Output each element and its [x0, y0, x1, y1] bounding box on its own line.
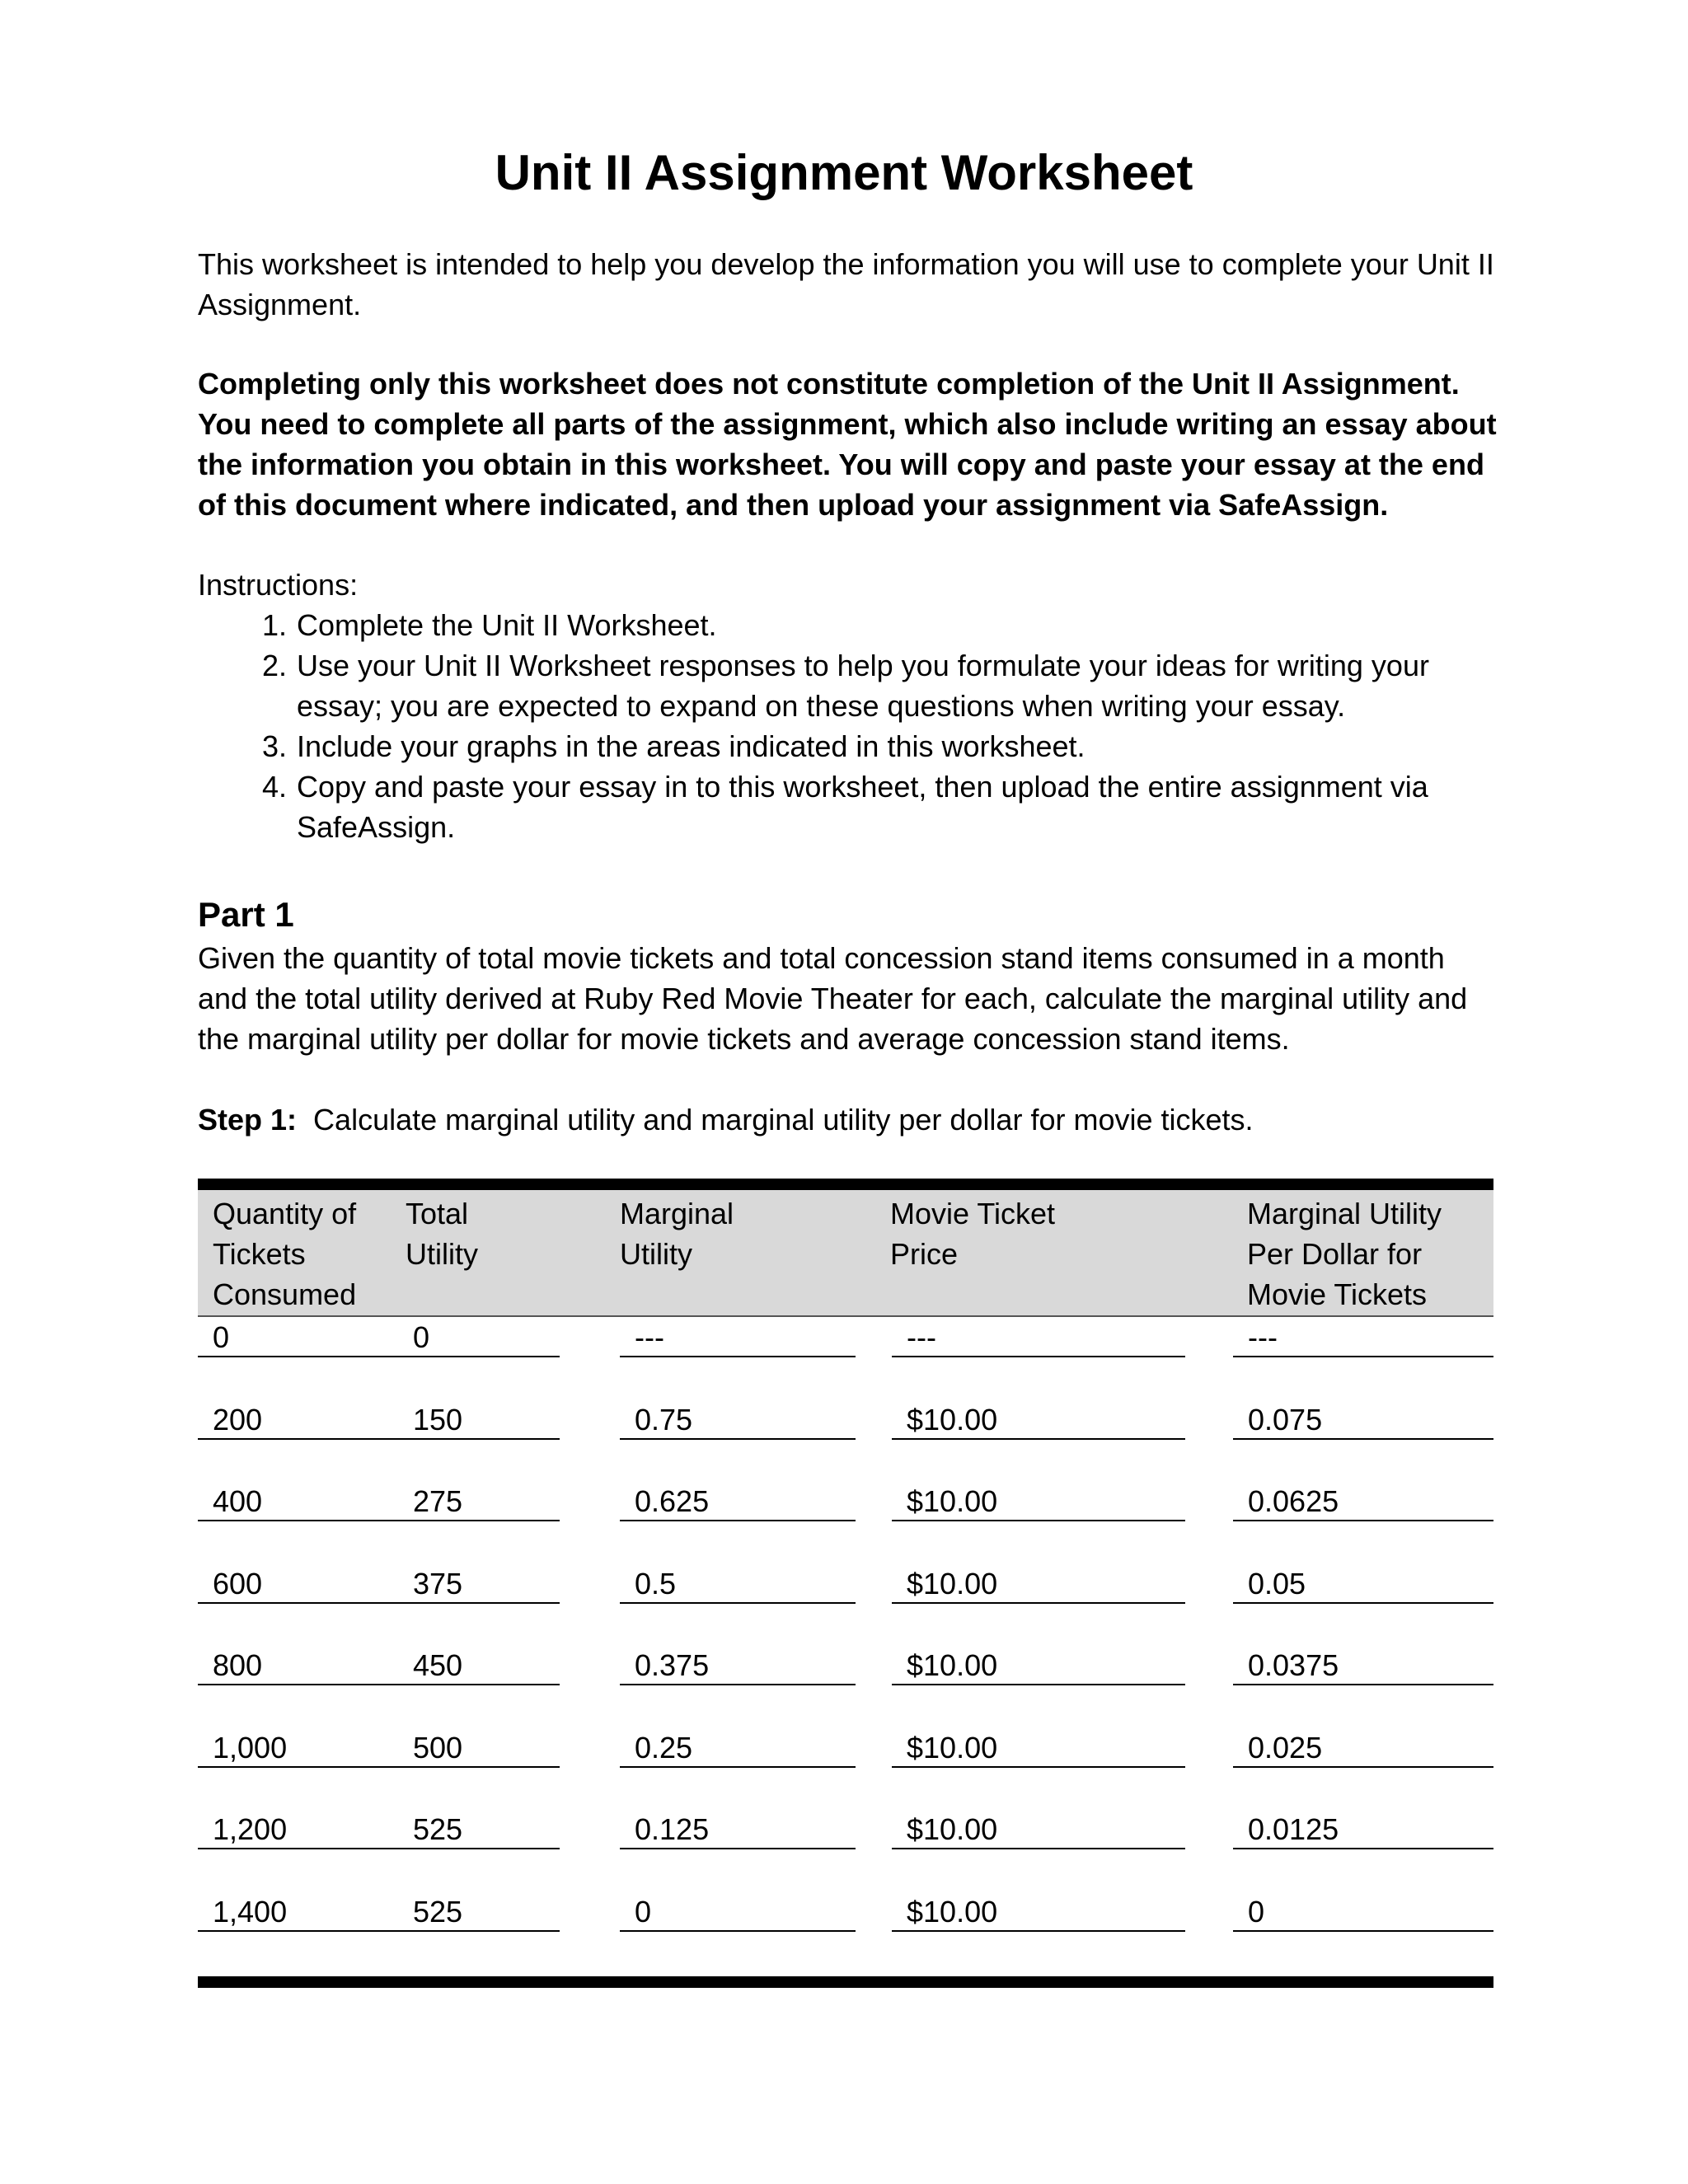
- cell-ticket-price: $10.00: [892, 1727, 1185, 1768]
- intro-paragraph: This worksheet is intended to help you develop the information you will use to complete your Unit II Assignment.: [198, 247, 1494, 321]
- cell-quantity-value: 800: [213, 1648, 263, 1682]
- header-mu-per-dollar: [1247, 1193, 1442, 1315]
- cell-ticket-price: $10.00: [892, 1645, 1185, 1685]
- instructions-list: [198, 605, 1500, 847]
- cell-quantity-value: 200: [213, 1403, 263, 1436]
- header-line: Consumed: [213, 1277, 357, 1311]
- step-1-label: Step 1:: [198, 1103, 298, 1137]
- header-line: Utility: [406, 1237, 478, 1271]
- instruction-number: 1.: [261, 608, 287, 642]
- instruction-item: [198, 605, 1500, 645]
- instruction-text: Copy and paste your essay in to this worksheet, then upload the entire assignment via SafeAssign.: [297, 770, 1428, 844]
- cell-mu-per-dollar: 0.05: [1233, 1563, 1493, 1604]
- cell-quantity-value: 1,200: [213, 1812, 288, 1846]
- part-1-title: Part 1: [198, 895, 294, 934]
- cell-marginal-utility: 0.5: [620, 1563, 856, 1604]
- header-line: Utility: [620, 1237, 692, 1271]
- cell-mu-per-dollar: 0.0625: [1233, 1481, 1493, 1521]
- cell-total-utility: 0: [413, 1320, 430, 1354]
- cell-quantity-value: 1,000: [213, 1731, 288, 1765]
- table-top-rule: [198, 1179, 1493, 1190]
- instruction-item: [198, 726, 1500, 766]
- cell-mu-per-dollar: 0: [1233, 1891, 1493, 1932]
- cell-quantity-value: 0: [213, 1320, 230, 1354]
- instruction-text: Use your Unit II Worksheet responses to help you formulate your ideas for writing your essay; you are expected to expand on these questions when writing your essay.: [297, 649, 1429, 723]
- header-marginal-utility: [620, 1193, 734, 1274]
- cell-marginal-utility: 0.125: [620, 1809, 856, 1849]
- cell-marginal-utility: 0.75: [620, 1399, 856, 1440]
- cell-quantity-value: 1,400: [213, 1895, 288, 1929]
- instruction-text: Complete the Unit II Worksheet.: [297, 608, 717, 642]
- cell-marginal-utility: 0: [620, 1891, 856, 1932]
- header-line: Price: [890, 1237, 959, 1271]
- cell-total-utility: 375: [413, 1567, 463, 1601]
- cell-mu-per-dollar: 0.025: [1233, 1727, 1493, 1768]
- cell-marginal-utility: ---: [620, 1317, 856, 1357]
- instruction-number: 2.: [261, 649, 287, 682]
- cell-ticket-price: $10.00: [892, 1399, 1185, 1440]
- step-1-text: Calculate marginal utility and marginal utility per dollar for movie tickets.: [313, 1103, 1254, 1137]
- cell-total-utility: 150: [413, 1403, 463, 1436]
- cell-quantity-value: 600: [213, 1567, 263, 1601]
- header-ticket-price: [890, 1193, 1055, 1274]
- cell-marginal-utility: 0.25: [620, 1727, 856, 1768]
- cell-total-utility: 525: [413, 1812, 463, 1846]
- instruction-item: [198, 645, 1500, 726]
- page-title: Unit II Assignment Worksheet: [495, 145, 1193, 200]
- instruction-item: [198, 766, 1500, 847]
- header-line: Marginal: [620, 1197, 734, 1230]
- instruction-text: Include your graphs in the areas indicated in this worksheet.: [297, 729, 1085, 763]
- cell-mu-per-dollar: 0.075: [1233, 1399, 1493, 1440]
- header-line: Quantity of: [213, 1197, 357, 1230]
- header-line: Total: [406, 1197, 469, 1230]
- step-1-instruction: [198, 1099, 1500, 1140]
- header-line: Movie Tickets: [1247, 1277, 1428, 1311]
- cell-mu-per-dollar: 0.0375: [1233, 1645, 1493, 1685]
- completion-note: Completing only this worksheet does not constitute completion of the Unit II Assignment. You need to complete all parts of the assignment, which also include writing an essay about the information you obtain in this worksheet. You will copy and paste your essay at the end of this document where indicated, and then upload your assignment via SafeAssign.: [198, 367, 1497, 522]
- cell-mu-per-dollar: 0.0125: [1233, 1809, 1493, 1849]
- cell-mu-per-dollar: ---: [1233, 1317, 1493, 1357]
- header-quantity: [213, 1193, 356, 1315]
- cell-ticket-price: ---: [892, 1317, 1185, 1357]
- header-line: Movie Ticket: [890, 1197, 1056, 1230]
- instruction-number: 3.: [261, 729, 287, 763]
- cell-ticket-price: $10.00: [892, 1809, 1185, 1849]
- cell-total-utility: 275: [413, 1484, 463, 1518]
- part-1-description: Given the quantity of total movie tickets and total concession stand items consumed in a month and the total utility derived at Ruby Red Movie Theater for each, calculate the marginal utility and the marginal utility per dollar for movie tickets and average concession stand items.: [198, 941, 1468, 1056]
- cell-total-utility: 450: [413, 1648, 463, 1682]
- cell-total-utility: 525: [413, 1895, 463, 1929]
- cell-marginal-utility: 0.375: [620, 1645, 856, 1685]
- cell-quantity-value: 400: [213, 1484, 263, 1518]
- cell-ticket-price: $10.00: [892, 1481, 1185, 1521]
- header-line: Marginal Utility: [1247, 1197, 1442, 1230]
- instruction-number: 4.: [261, 770, 287, 804]
- instructions-heading: Instructions:: [198, 568, 359, 602]
- cell-ticket-price: $10.00: [892, 1563, 1185, 1604]
- cell-ticket-price: $10.00: [892, 1891, 1185, 1932]
- cell-marginal-utility: 0.625: [620, 1481, 856, 1521]
- header-total-utility: [406, 1193, 478, 1274]
- header-line: Per Dollar for: [1247, 1237, 1423, 1271]
- table-bottom-rule: [198, 1976, 1493, 1988]
- cell-total-utility: 500: [413, 1731, 463, 1765]
- header-line: Tickets: [213, 1237, 306, 1271]
